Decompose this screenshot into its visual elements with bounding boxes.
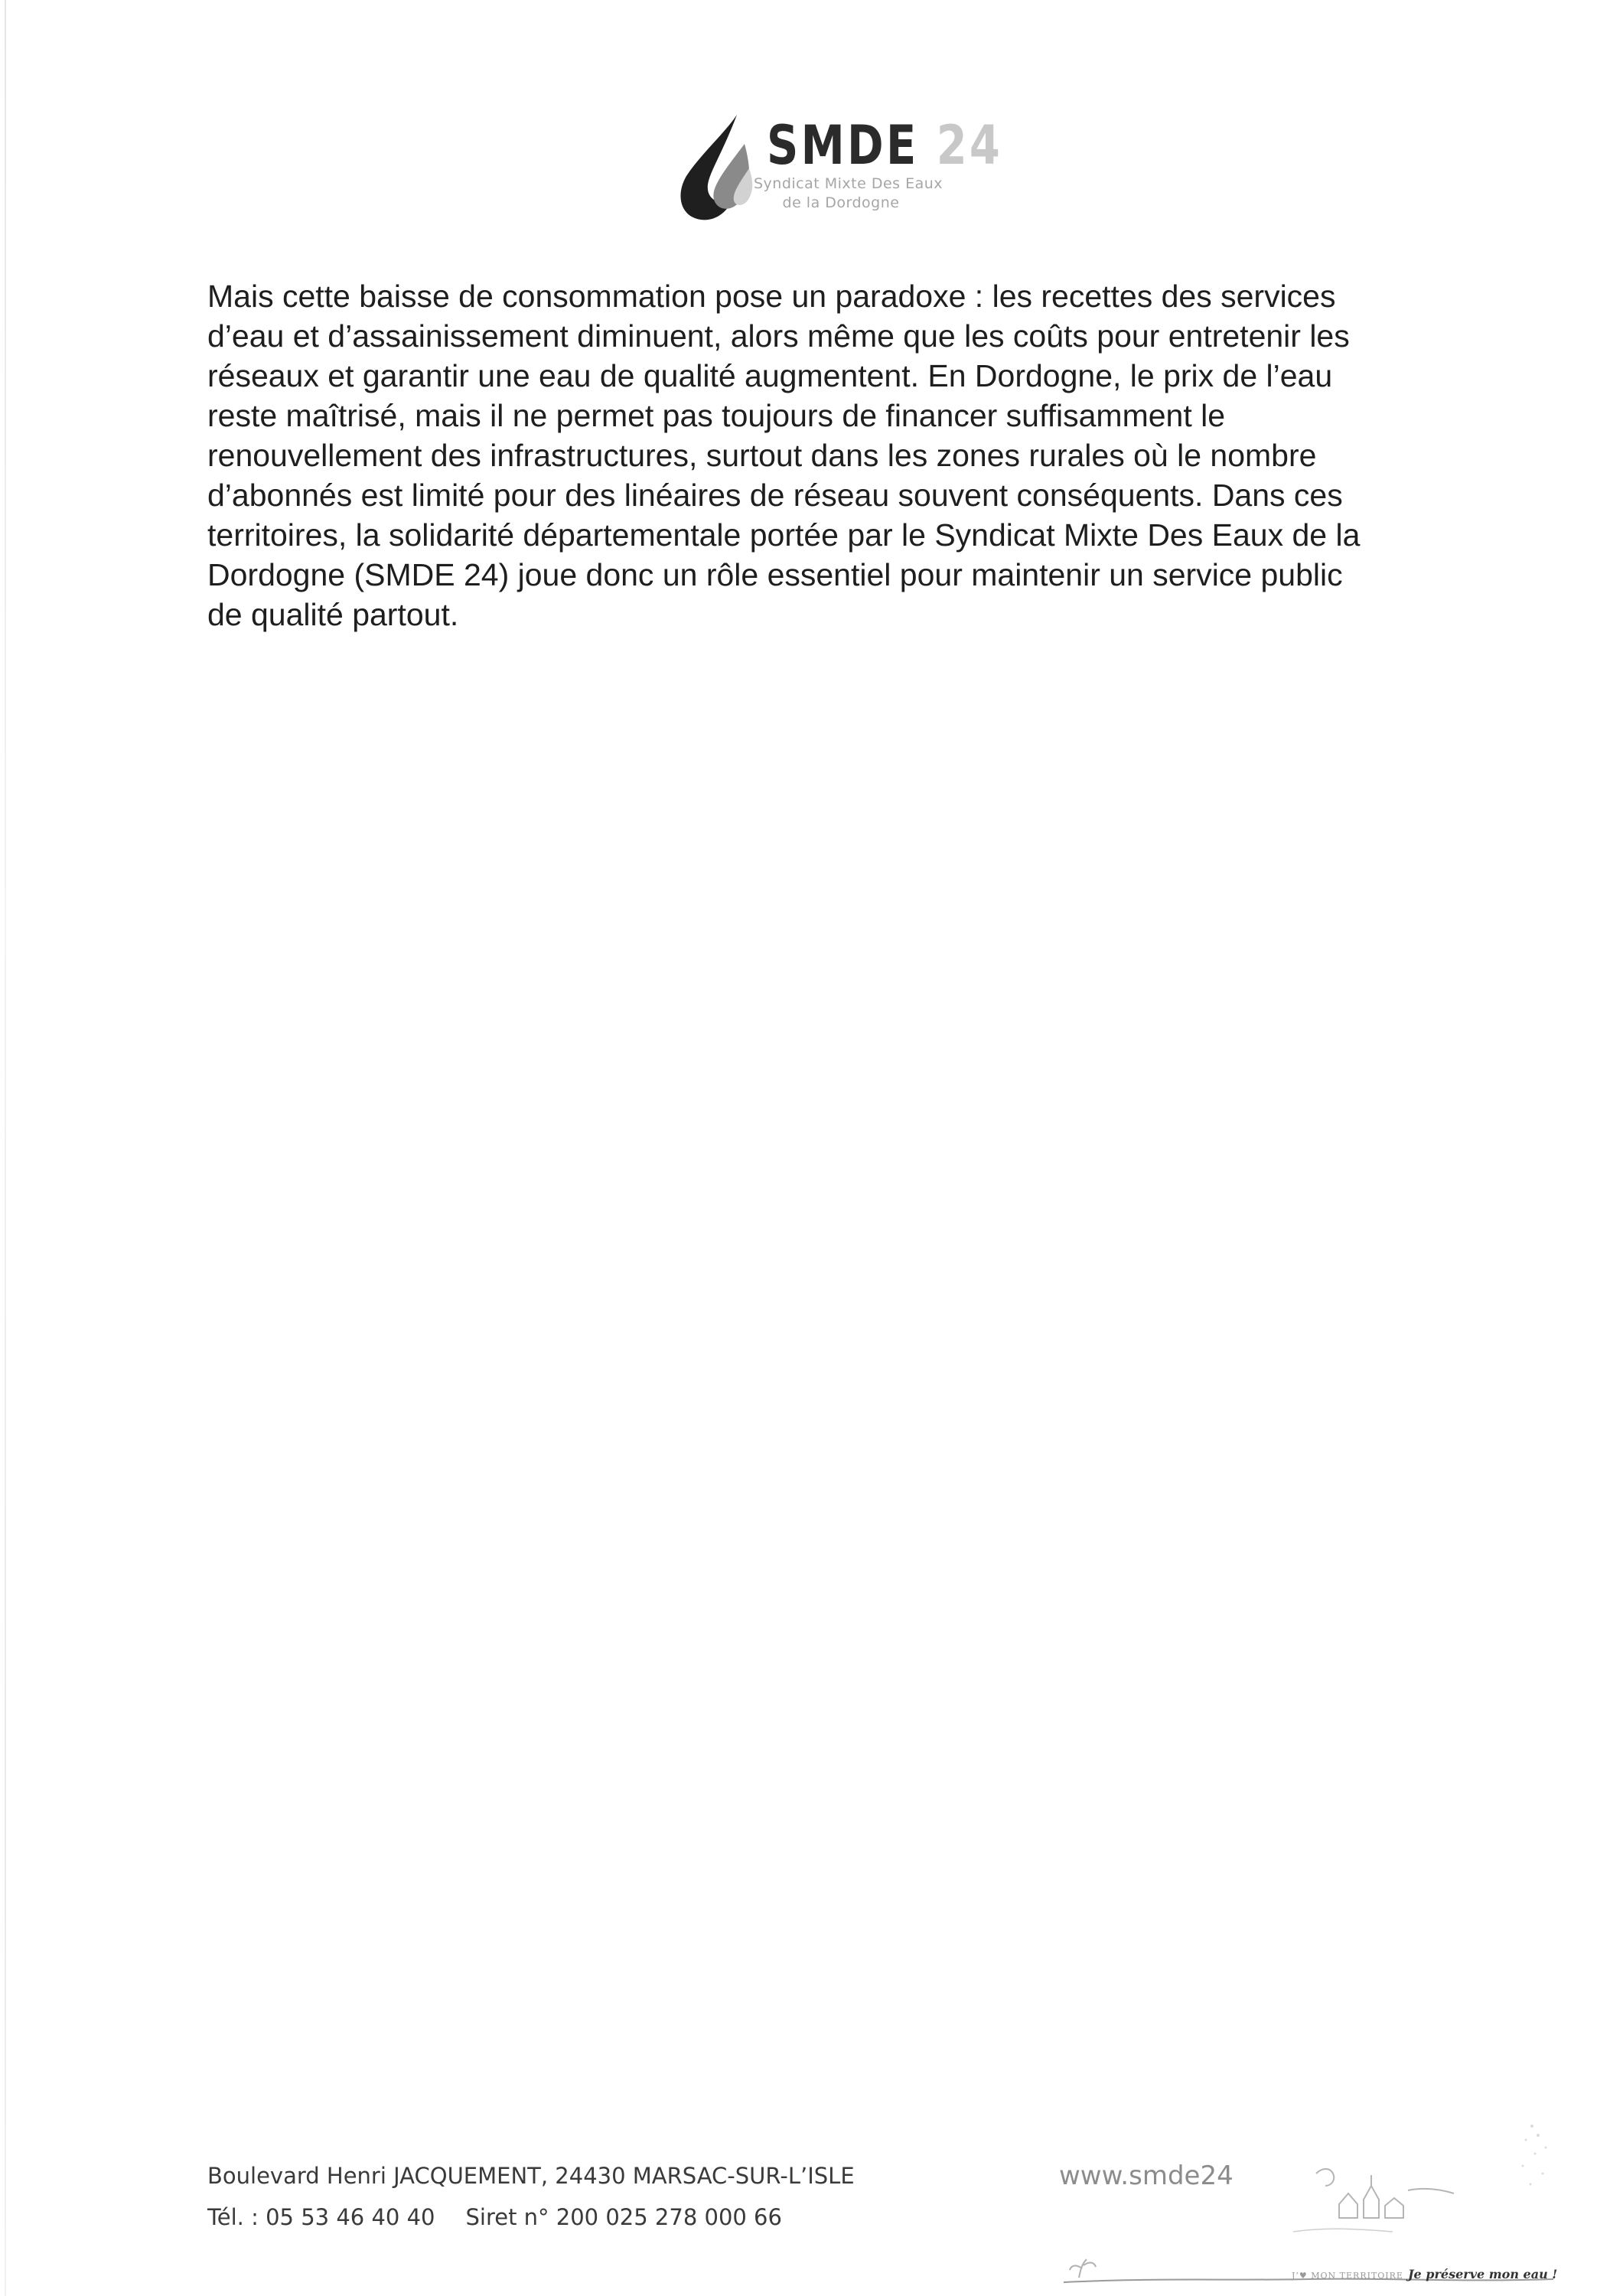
body-line: réseaux et garantir une eau de qualité augmentent. En Dordogne, le prix de l’eau bbox=[207, 358, 1333, 393]
footer-slogan bbox=[1292, 2267, 1557, 2281]
smde24-logo bbox=[677, 114, 1003, 222]
footer-siret: Siret n° 200 025 278 000 66 bbox=[465, 2204, 782, 2230]
body-line: Mais cette baisse de consommation pose un paradoxe : les recettes des services bbox=[207, 279, 1336, 314]
footer-address: Boulevard Henri JACQUEMENT, 24430 MARSAC-SUR-L’ISLE bbox=[207, 2163, 855, 2189]
body-line: renouvellement des infrastructures, surtout dans les zones rurales où le nombre bbox=[207, 438, 1317, 473]
body-line: reste maîtrisé, mais il ne permet pas toujours de financer suffisamment le bbox=[207, 398, 1226, 433]
logo-number: 24 bbox=[936, 114, 1003, 177]
footer-slogan-text: Je préserve mon eau ! bbox=[1407, 2267, 1558, 2281]
logo-wordmark bbox=[767, 114, 1003, 177]
footer-phone: Tél. : 05 53 46 40 40 bbox=[207, 2204, 435, 2230]
body-line: d’eau et d’assainissement diminuent, alors même que les coûts pour entretenir les bbox=[207, 318, 1350, 354]
scan-edge bbox=[5, 0, 6, 2296]
footer-slogan-prefix: J’♥ MON TERRITOIRE bbox=[1292, 2271, 1403, 2281]
body-line: de qualité partout. bbox=[207, 597, 459, 632]
body-paragraph bbox=[207, 276, 1432, 634]
logo-word: SMDE bbox=[767, 114, 919, 177]
body-line: Dordogne (SMDE 24) joue donc un rôle essentiel pour maintenir un service public bbox=[207, 557, 1343, 592]
footer-website-link[interactable]: www.smde24 bbox=[1059, 2161, 1234, 2191]
body-line: territoires, la solidarité départementale portée par le Syndicat Mixte Des Eaux de la bbox=[207, 517, 1361, 553]
water-drop-logo-icon bbox=[677, 115, 754, 220]
footer-contact-line bbox=[207, 2204, 782, 2230]
body-line: d’abonnés est limité pour des linéaires de réseau souvent conséquents. Dans ces bbox=[207, 478, 1343, 513]
logo-subtitle-line2: de la Dordogne bbox=[782, 194, 900, 211]
logo-subtitle-line1: Syndicat Mixte Des Eaux bbox=[754, 175, 943, 192]
